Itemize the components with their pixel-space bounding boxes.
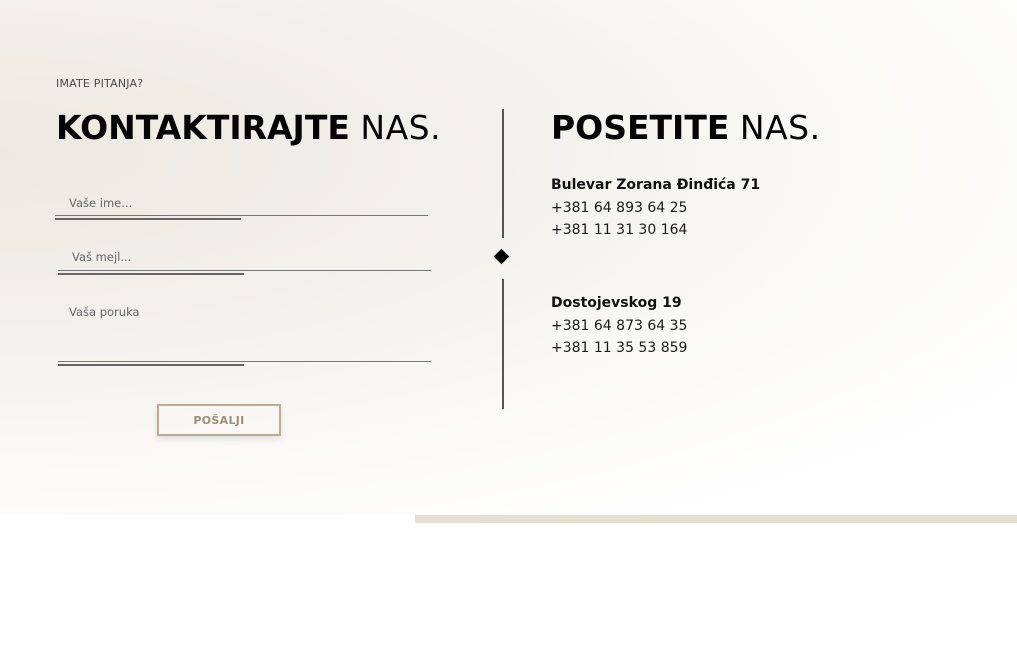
location-phone[interactable]: +381 11 35 53 859 [551,340,688,356]
diamond-icon [494,249,510,265]
contact-eyebrow: IMATE PITANJA? [56,77,144,90]
divider-line-bottom [502,279,504,409]
visit-heading [551,108,821,148]
contact-heading-bold: KONTAKTIRAJTE [56,108,350,147]
name-field-underline [55,215,428,216]
send-button[interactable]: POŠALJI [157,404,281,436]
email-field-underline [58,270,431,271]
section-accent-bar [415,515,1017,523]
visit-heading-light: NAS. [739,108,821,147]
location-phone[interactable]: +381 11 31 30 164 [551,222,688,238]
message-field[interactable] [58,305,432,367]
name-field-placeholder: Vaše ime... [69,196,133,210]
message-field-accent-underline [58,364,244,366]
location-phone[interactable]: +381 64 873 64 35 [551,317,688,334]
page-bottom-area [0,523,1017,654]
contact-heading [56,108,441,148]
email-field-placeholder: Vaš mejl... [72,250,132,264]
location-block [551,174,760,242]
location-phone[interactable]: +381 64 893 64 25 [551,199,688,216]
location-address: Bulevar Zorana Đinđića 71 [551,177,761,193]
location-address: Dostojevskog 19 [551,295,682,311]
contact-heading-light: NAS. [360,108,442,147]
email-field-accent-underline [58,273,244,275]
name-field-accent-underline [55,218,241,220]
location-block [551,292,687,360]
visit-heading-bold: POSETITE [551,108,730,147]
email-field[interactable] [58,250,432,276]
divider-line-top [502,109,504,238]
message-field-placeholder: Vaša poruka [69,305,140,319]
message-field-underline [58,361,431,362]
name-field[interactable] [55,196,429,222]
